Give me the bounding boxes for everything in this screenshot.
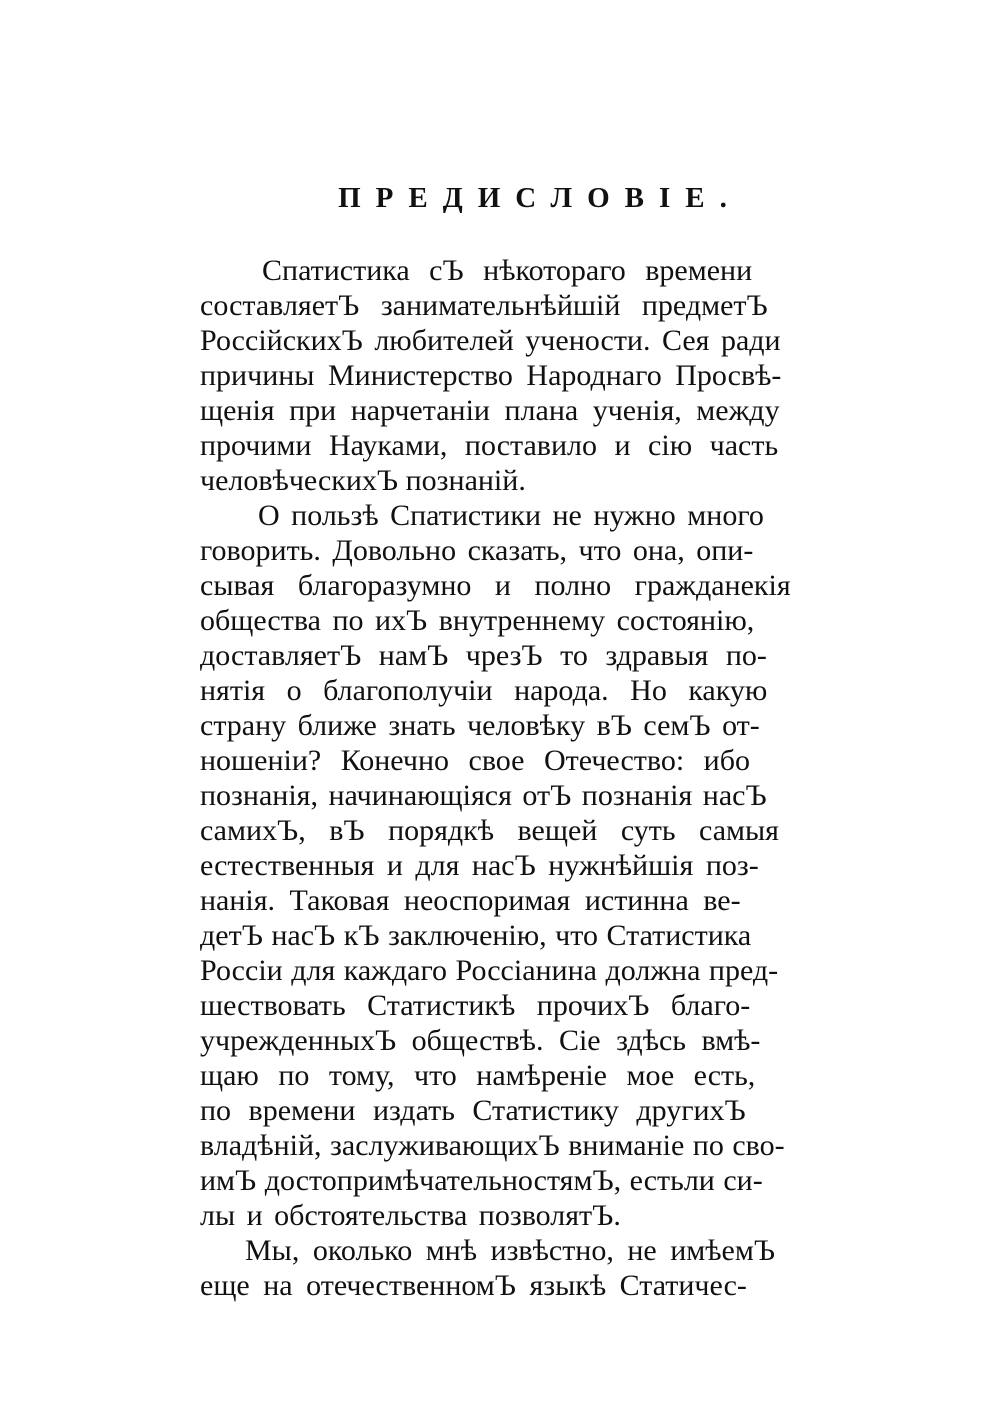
text-line: ношеніи? Конечно свое Отечество: ибо: [200, 744, 751, 777]
text-line: еще на отечественномЪ языкѣ Статичес-: [200, 1269, 747, 1302]
text-line: Спатистика сЪ нѣкотораго времени: [262, 254, 753, 287]
text-line: страну ближе знать человѣку вЪ семЪ от-: [200, 709, 760, 742]
text-line: самихЪ, вЪ порядкѣ вещей суть самыя: [200, 814, 779, 847]
text-line: лы и обстоятельства позволятЪ.: [200, 1199, 621, 1232]
text-line: по времени издать Статистику другихЪ: [200, 1094, 746, 1127]
text-line: доставляетЪ намЪ чрезЪ то здравыя по-: [200, 639, 767, 672]
text-line: познанія, начинающіяся отЪ познанія насЪ: [200, 779, 767, 812]
text-line: шествовать Статистикѣ прочихЪ благо-: [200, 989, 751, 1022]
text-line: имЪ достопримѣчательностямЪ, естьли си-: [200, 1164, 763, 1197]
text-line: щенія при нарчетаніи плана ученія, между: [200, 394, 780, 427]
text-line: детЪ насЪ кЪ заключенію, что Статистика: [200, 919, 752, 952]
text-line: Россіи для каждаго Россіанина должна пред-: [200, 954, 779, 987]
text-line: причины Министерство Народнаго Просвѣ-: [200, 359, 782, 392]
text-line: щаю по тому, что намѣреніе мое есть,: [200, 1059, 756, 1092]
text-line: сывая благоразумно и полно гражданекія: [200, 569, 791, 602]
text-line: нанія. Таковая неоспоримая истинна ве-: [200, 884, 741, 917]
text-line: естественныя и для насЪ нужнѣйшія поз-: [200, 849, 759, 882]
text-line: учрежденныхЪ обществѣ. Сіе здѣсь вмѣ-: [200, 1024, 761, 1057]
text-line: говорить. Довольно сказать, что она, опи-: [200, 534, 754, 567]
text-line: общества по ихЪ внутреннему состоянію,: [200, 604, 755, 637]
text-line: составляетЪ занимательнѣйшій предметЪ: [200, 289, 768, 322]
text-line: нятія о благополучіи народа. Но какую: [200, 674, 768, 707]
text-line: прочими Науками, поставило и сію часть: [200, 429, 779, 462]
page-title: ПРЕДИСЛОВІЕ.: [338, 182, 742, 214]
text-line: РоссійскихЪ любителей учености. Сея ради: [200, 324, 781, 357]
text-line: человѣческихЪ познаній.: [200, 464, 526, 497]
text-line: владѣній, заслуживающихЪ вниманіе по сво-: [200, 1129, 785, 1162]
text-line: Мы, околько мнѣ извѣстно, не имѣемЪ: [245, 1234, 776, 1267]
text-line: О пользѣ Спатистики не нужно много: [258, 499, 764, 532]
